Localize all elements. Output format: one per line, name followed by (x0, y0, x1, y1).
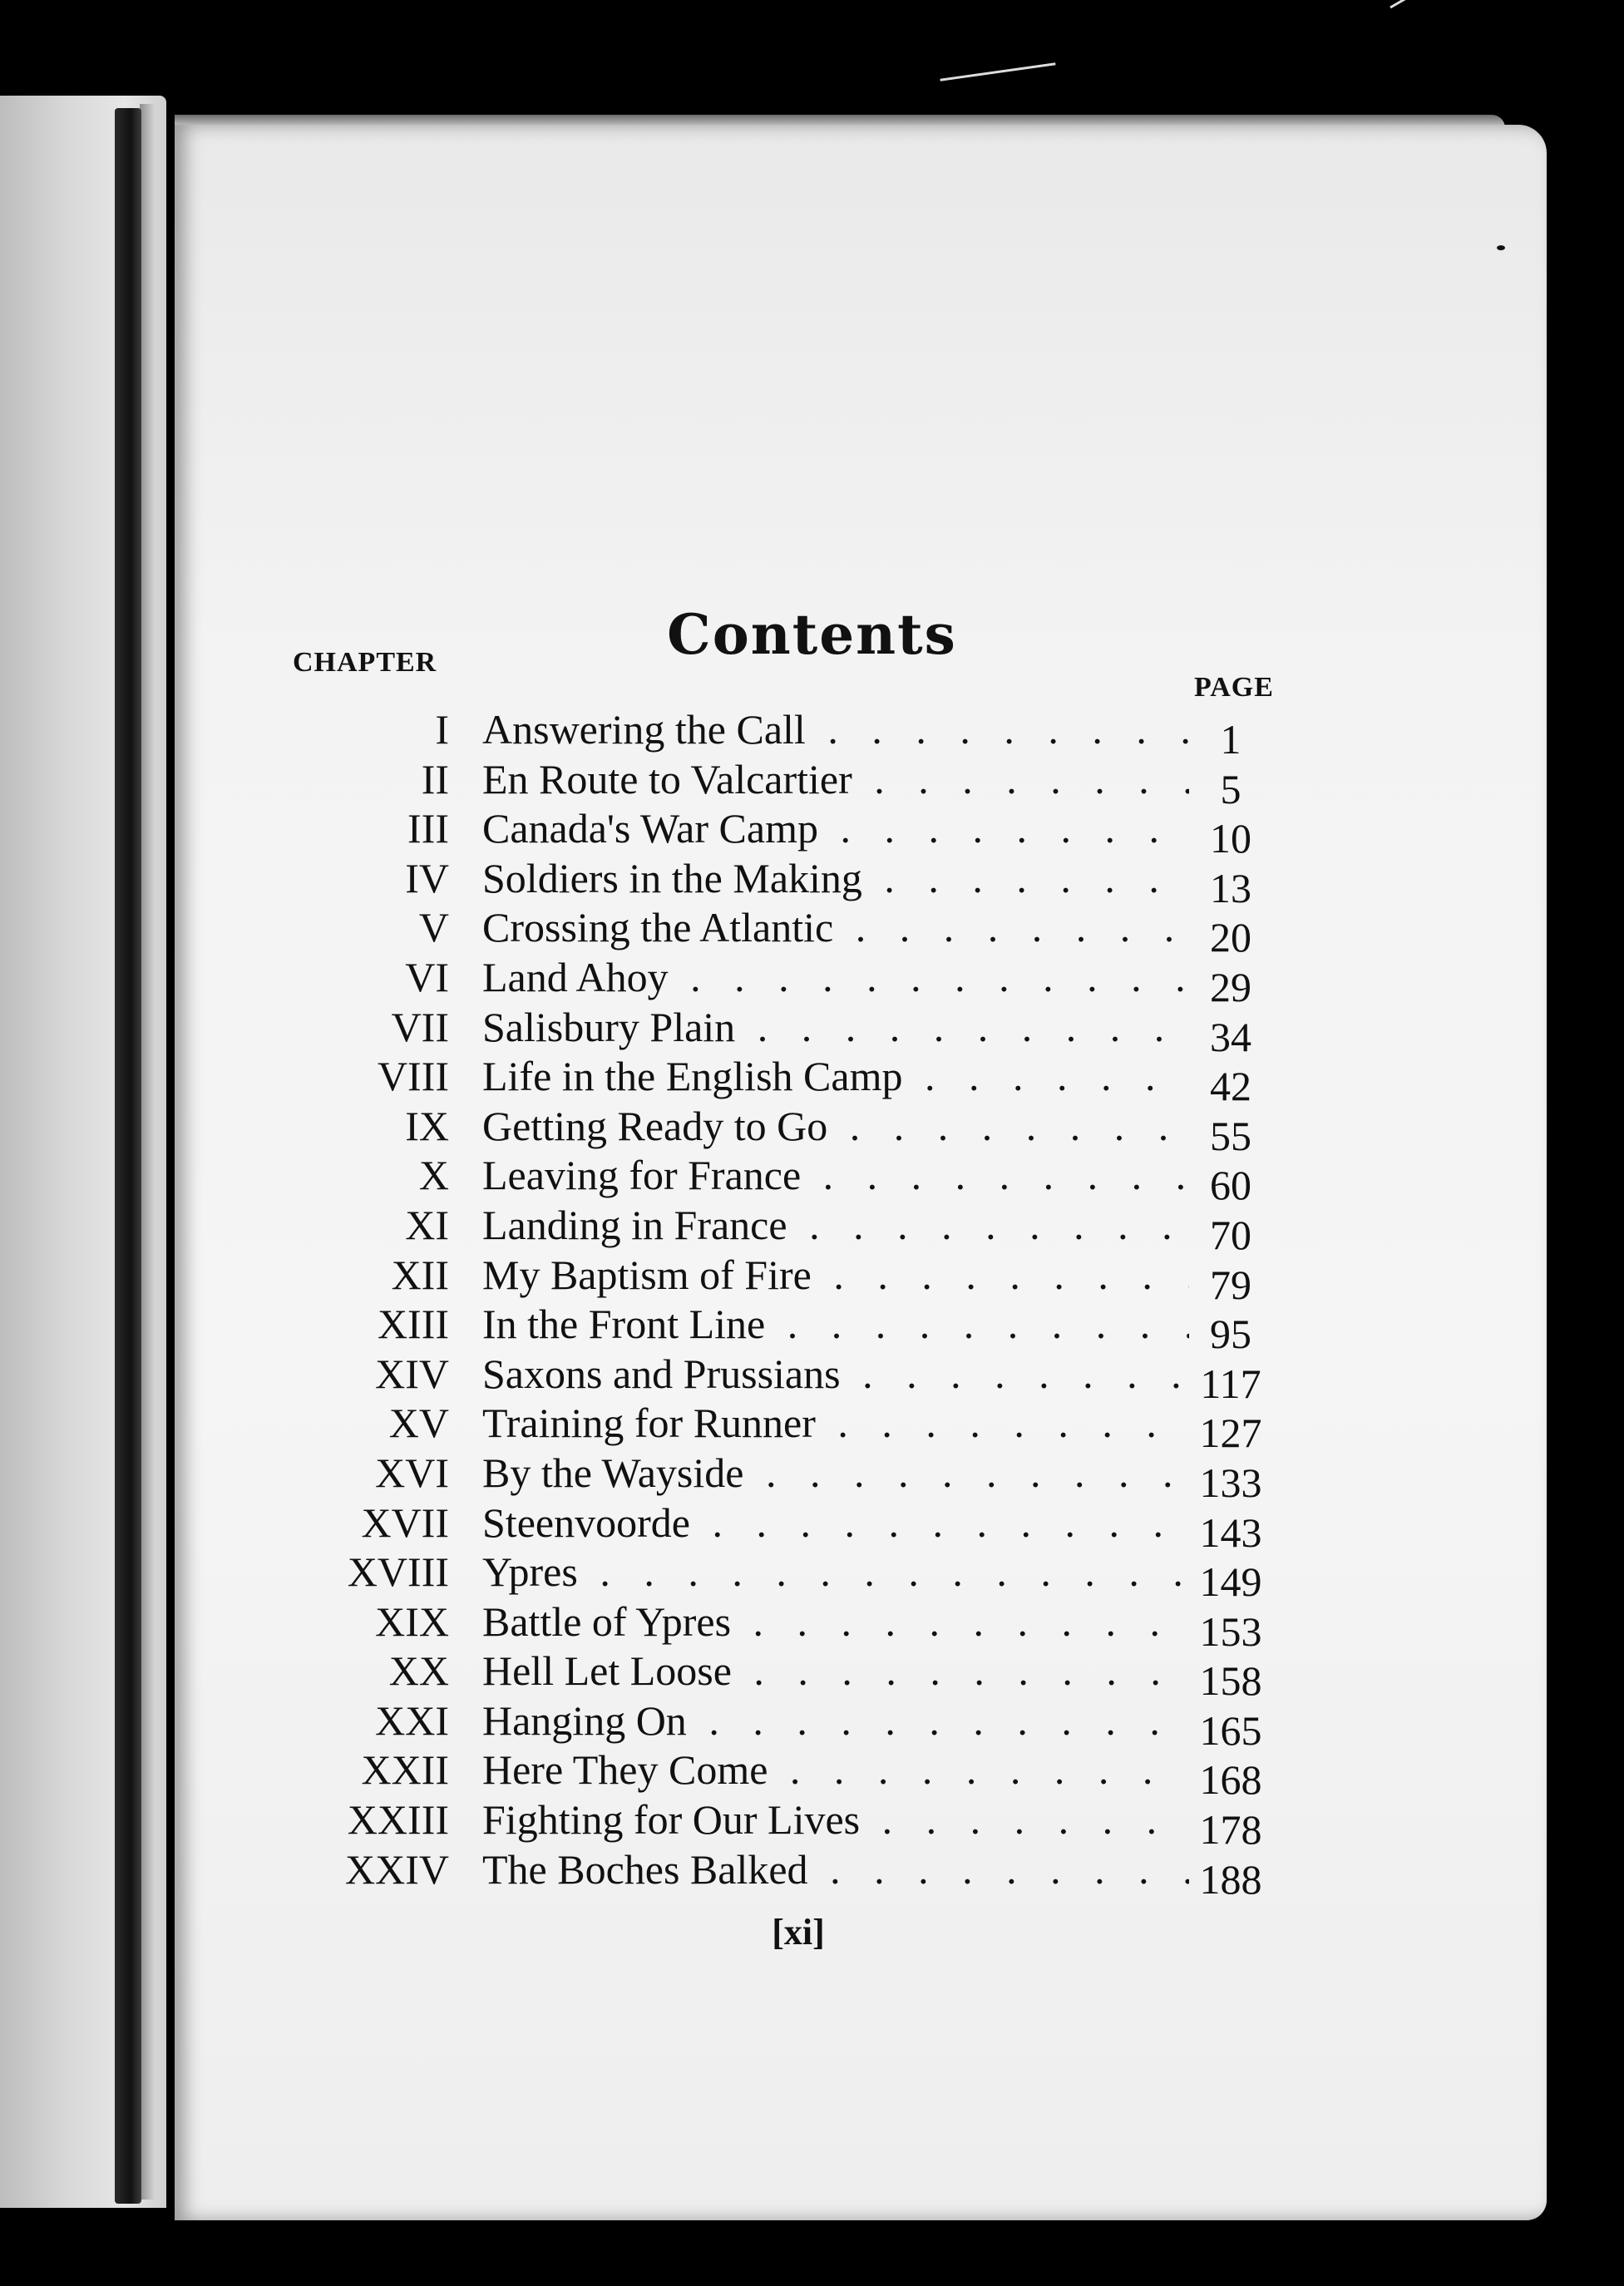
chapter-number: IX (405, 1102, 449, 1149)
chapter-title: Battle of Ypres . . . (482, 1597, 1189, 1647)
toc-entry (0, 1151, 1624, 1209)
page-number: 1 (1220, 716, 1241, 763)
chapter-title: Land Ahoy . . . (482, 953, 1189, 1003)
page-number: 133 (1199, 1459, 1262, 1506)
page-number: 188 (1199, 1855, 1262, 1903)
chapter-number: XXII (361, 1746, 449, 1794)
chapter-title: Here They Come . . . (482, 1745, 1189, 1795)
chapter-title: Answering the Call . . . (482, 705, 1189, 755)
chapter-title: Hell Let Loose . . . (482, 1647, 1189, 1696)
page-number: 168 (1199, 1756, 1262, 1804)
chapter-title: En Route to Valcartier . . . (482, 755, 1189, 805)
page-number: 165 (1199, 1706, 1262, 1754)
toc-entry (0, 1795, 1624, 1854)
toc-entry (0, 854, 1624, 911)
chapter-title: Hanging On . . . (482, 1696, 1189, 1746)
page-number: 127 (1199, 1410, 1262, 1457)
chapter-column-label: CHAPTER (293, 647, 437, 678)
chapter-title: Training for Runner . . . (482, 1399, 1189, 1449)
toc-entry (0, 1399, 1624, 1457)
toc-entry (0, 1696, 1624, 1754)
toc-entry (0, 1597, 1624, 1655)
chapter-title: The Boches Balked . . . (482, 1845, 1189, 1895)
toc-entry (0, 1003, 1624, 1060)
page-number: 70 (1210, 1211, 1251, 1258)
chapter-title: Ypres . . . (482, 1548, 1189, 1597)
page-number: 149 (1199, 1558, 1262, 1606)
page-number: 34 (1210, 1013, 1251, 1060)
contents-list (0, 705, 1624, 1903)
chapter-number: VI (405, 953, 449, 1000)
chapter-title: In the Front Line . . . (482, 1300, 1189, 1350)
chapter-title: Landing in France . . . (482, 1201, 1189, 1251)
chapter-title: Saxons and Prussians . . . (482, 1350, 1189, 1400)
toc-entry (0, 1201, 1624, 1258)
page-number: 143 (1199, 1508, 1262, 1556)
chapter-title: My Baptism of Fire . . . (482, 1251, 1189, 1301)
page-number: 5 (1220, 765, 1241, 812)
page-number: 29 (1210, 963, 1251, 1010)
chapter-number: XX (388, 1647, 449, 1695)
chapter-number: XXIV (345, 1845, 449, 1893)
page-number: 20 (1210, 914, 1251, 961)
chapter-number: V (418, 904, 449, 951)
page-number: 55 (1210, 1112, 1251, 1159)
chapter-number: VIII (377, 1053, 449, 1100)
chapter-title: Getting Ready to Go . . . (482, 1102, 1189, 1152)
toc-entry (0, 804, 1624, 862)
chapter-number: XXI (375, 1696, 449, 1744)
chapter-title: Soldiers in the Making . . . (482, 854, 1189, 904)
chapter-title: Fighting for Our Lives . . . (482, 1795, 1189, 1845)
chapter-title: Canada's War Camp . . . (482, 804, 1189, 854)
chapter-number: VII (391, 1003, 449, 1050)
page-number: 95 (1210, 1311, 1251, 1358)
page-number: 42 (1210, 1063, 1251, 1110)
chapter-number: XI (405, 1201, 449, 1248)
chapter-title: Leaving for France . . . (482, 1151, 1189, 1201)
chapter-title: Life in the English Camp . . . (482, 1052, 1189, 1102)
scan-mark (940, 62, 1055, 81)
toc-entry (0, 1102, 1624, 1159)
chapter-number: XIX (375, 1597, 449, 1645)
toc-entry (0, 953, 1624, 1010)
page-folio: [xi] (772, 1912, 825, 1953)
scan-mark (1390, 0, 1412, 8)
toc-entry (0, 1647, 1624, 1705)
toc-entry (0, 1449, 1624, 1506)
toc-entry (0, 1350, 1624, 1407)
toc-entry (0, 1251, 1624, 1308)
toc-entry (0, 1745, 1624, 1804)
toc-entry (0, 705, 1624, 763)
page-number: 79 (1210, 1261, 1251, 1308)
toc-entry (0, 1845, 1624, 1903)
chapter-number: XVIII (347, 1548, 449, 1596)
chapter-title: Salisbury Plain . . . (482, 1003, 1189, 1053)
toc-entry (0, 903, 1624, 961)
chapter-number: XII (391, 1251, 449, 1298)
page-number: 10 (1210, 815, 1251, 862)
toc-entry (0, 1498, 1624, 1556)
chapter-number: I (435, 706, 449, 753)
chapter-number: XIV (375, 1350, 449, 1397)
chapter-number: XVI (375, 1449, 449, 1496)
chapter-number: II (421, 755, 449, 802)
chapter-number: III (407, 805, 449, 852)
chapter-number: XIII (377, 1301, 449, 1348)
toc-entry (0, 1548, 1624, 1606)
toc-entry (0, 755, 1624, 812)
chapter-title: By the Wayside . . . (482, 1449, 1189, 1498)
chapter-number: IV (405, 854, 449, 901)
chapter-number: XXIII (347, 1796, 449, 1844)
chapter-title: Crossing the Atlantic . . . (482, 903, 1189, 953)
page-number: 13 (1210, 864, 1251, 911)
page-number: 60 (1210, 1162, 1251, 1209)
page-number: 153 (1199, 1607, 1262, 1655)
page-number: 178 (1199, 1806, 1262, 1854)
page-number: 158 (1199, 1657, 1262, 1705)
toc-entry (0, 1300, 1624, 1358)
chapter-title: Steenvoorde . . . (482, 1498, 1189, 1548)
chapter-number: XV (388, 1400, 449, 1447)
page-column-label: PAGE (1194, 672, 1274, 703)
chapter-number: XVII (361, 1498, 449, 1546)
chapter-number: X (418, 1152, 449, 1199)
toc-entry (0, 1052, 1624, 1110)
page-number: 117 (1200, 1360, 1261, 1407)
contents-heading: Contents (667, 602, 957, 668)
page-speck (1497, 245, 1505, 250)
